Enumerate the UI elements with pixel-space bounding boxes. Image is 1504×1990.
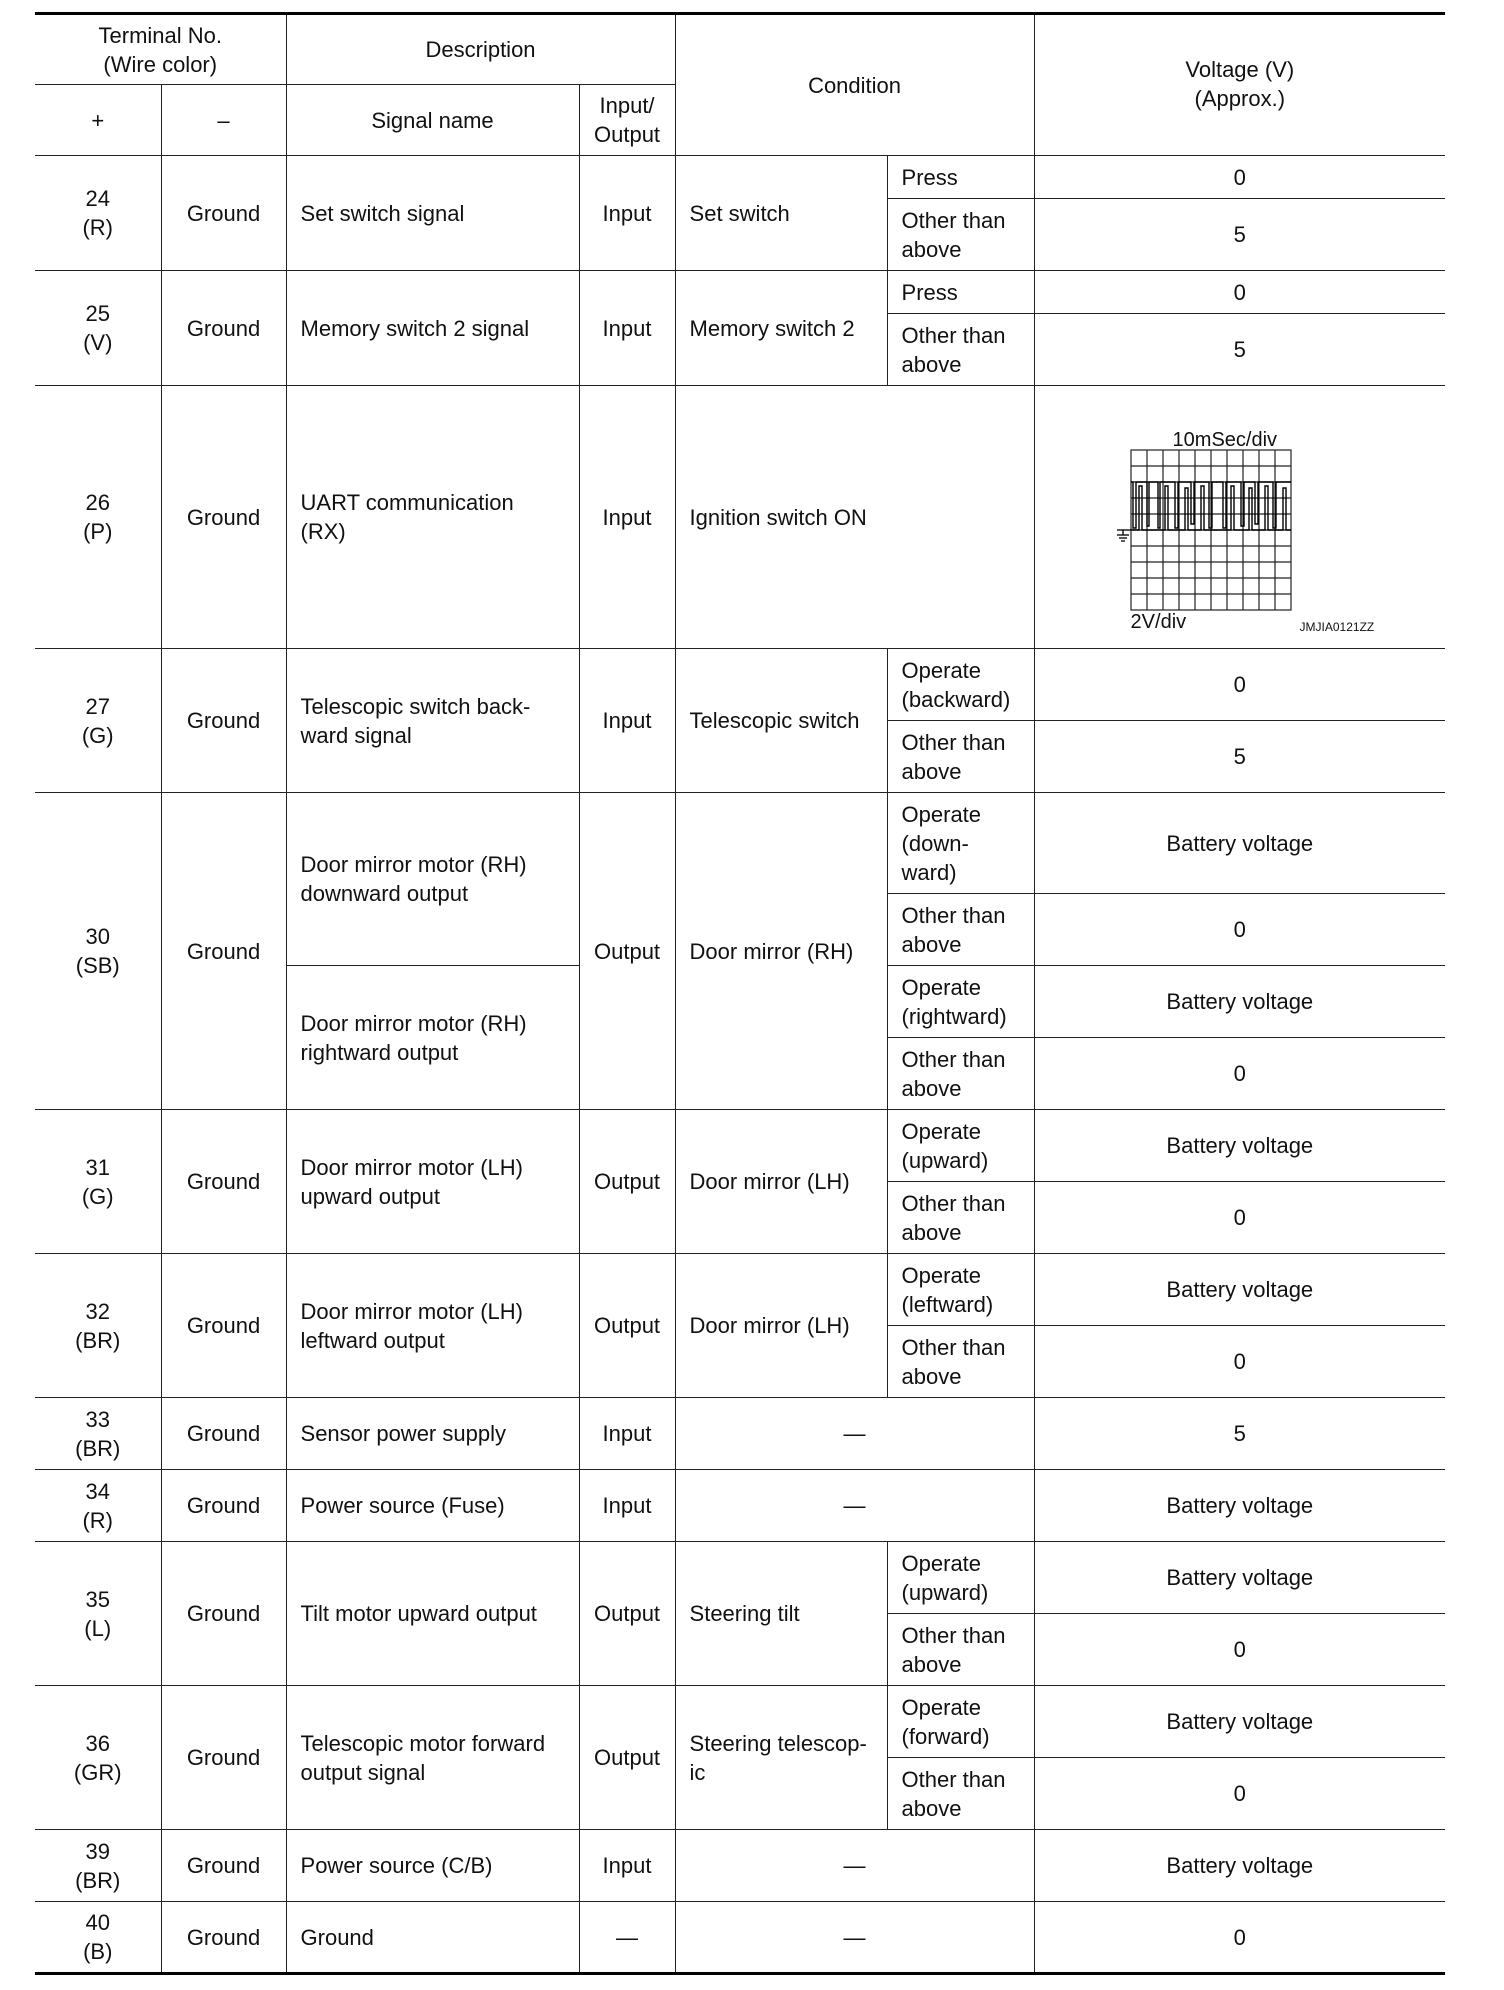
subcondition-cell: Other than above [887, 1758, 1034, 1830]
io-cell: Input [579, 271, 675, 386]
table-row [35, 1686, 1445, 1758]
condition-cell: — [675, 1830, 1034, 1902]
terminal-cell: 25 (V) [35, 271, 161, 386]
condition-cell: — [675, 1398, 1034, 1470]
subcondition-cell: Operate (down- ward) [887, 793, 1034, 894]
subcondition-cell: Press [887, 156, 1034, 199]
terminal-cell: 32 (BR) [35, 1254, 161, 1398]
condition-cell: Door mirror (LH) [675, 1110, 887, 1254]
ground-cell: Ground [161, 649, 286, 793]
terminal-cell: 30 (SB) [35, 793, 161, 1110]
subcondition-cell: Operate (backward) [887, 649, 1034, 721]
io-cell: Input [579, 1470, 675, 1542]
voltage-cell: Battery voltage [1034, 1470, 1445, 1542]
table-row [35, 1830, 1445, 1902]
signal-cell: Door mirror motor (LH) upward output [286, 1110, 579, 1254]
terminal-cell: 36 (GR) [35, 1686, 161, 1830]
signal-cell: Door mirror motor (LH) leftward output [286, 1254, 579, 1398]
voltage-cell: Battery voltage [1034, 1110, 1445, 1182]
terminal-table [35, 12, 1445, 1975]
voltage-cell: 0 [1034, 1902, 1445, 1974]
signal-cell: Power source (Fuse) [286, 1470, 579, 1542]
subcondition-cell: Other than above [887, 1614, 1034, 1686]
signal-cell: Power source (C/B) [286, 1830, 579, 1902]
ground-cell: Ground [161, 386, 286, 649]
terminal-cell: 40 (B) [35, 1902, 161, 1974]
voltage-cell: Battery voltage [1034, 1542, 1445, 1614]
voltage-cell: 5 [1034, 1398, 1445, 1470]
terminal-cell: 27 (G) [35, 649, 161, 793]
oscilloscope-voltage-division: 2V/div [1130, 611, 1187, 633]
condition-cell: — [675, 1902, 1034, 1974]
io-cell: Output [579, 1110, 675, 1254]
condition-cell: Ignition switch ON [675, 386, 1034, 649]
signal-cell: Telescopic switch back- ward signal [286, 649, 579, 793]
condition-cell: — [675, 1470, 1034, 1542]
table-row [35, 1470, 1445, 1542]
table-row [35, 1902, 1445, 1974]
subcondition-cell: Operate (upward) [887, 1542, 1034, 1614]
table-row [35, 793, 1445, 894]
ground-symbol [1117, 530, 1131, 541]
voltage-cell: Battery voltage [1034, 1254, 1445, 1326]
terminal-cell: 26 (P) [35, 386, 161, 649]
subcondition-cell: Other than above [887, 894, 1034, 966]
voltage-cell: 0 [1034, 156, 1445, 199]
io-cell: Input [579, 649, 675, 793]
signal-cell: Tilt motor upward output [286, 1542, 579, 1686]
signal-cell: Memory switch 2 signal [286, 271, 579, 386]
table-row [35, 1542, 1445, 1614]
voltage-cell: 0 [1034, 1614, 1445, 1686]
subcondition-cell: Operate (leftward) [887, 1254, 1034, 1326]
ground-cell: Ground [161, 1254, 286, 1398]
io-cell: Output [579, 793, 675, 1110]
subcondition-cell: Press [887, 271, 1034, 314]
io-cell: — [579, 1902, 675, 1974]
signal-cell: Door mirror motor (RH) downward output [286, 793, 579, 966]
terminal-cell: 24 (R) [35, 156, 161, 271]
ground-cell: Ground [161, 1398, 286, 1470]
subcondition-cell: Other than above [887, 1326, 1034, 1398]
condition-cell: Memory switch 2 [675, 271, 887, 386]
voltage-cell: 0 [1034, 271, 1445, 314]
header-description: Description [286, 14, 675, 85]
header-voltage: Voltage (V) (Approx.) [1034, 14, 1445, 156]
condition-cell: Set switch [675, 156, 887, 271]
signal-cell: Door mirror motor (RH) rightward output [286, 966, 579, 1110]
header-signal-name: Signal name [286, 85, 579, 156]
voltage-cell: 5 [1034, 314, 1445, 386]
io-cell: Input [579, 156, 675, 271]
oscilloscope-time-division: 10mSec/div [1172, 429, 1278, 451]
table-row [35, 1398, 1445, 1470]
subcondition-cell: Other than above [887, 314, 1034, 386]
voltage-cell: 0 [1034, 1758, 1445, 1830]
voltage-cell: Battery voltage [1034, 1830, 1445, 1902]
header-row [35, 14, 1445, 85]
voltage-cell: 0 [1034, 1326, 1445, 1398]
ground-cell: Ground [161, 1110, 286, 1254]
ground-cell: Ground [161, 271, 286, 386]
terminal-cell: 39 (BR) [35, 1830, 161, 1902]
signal-cell: Set switch signal [286, 156, 579, 271]
header-condition: Condition [675, 14, 1034, 156]
terminal-cell: 34 (R) [35, 1470, 161, 1542]
table-row [35, 386, 1445, 649]
header-minus: – [161, 85, 286, 156]
signal-cell: UART communication (RX) [286, 386, 579, 649]
io-cell: Input [579, 1830, 675, 1902]
voltage-cell: Battery voltage [1034, 793, 1445, 894]
subcondition-cell: Operate (upward) [887, 1110, 1034, 1182]
header-terminal-no: Terminal No. (Wire color) [35, 14, 286, 85]
condition-cell: Steering telescop- ic [675, 1686, 887, 1830]
voltage-cell: Battery voltage [1034, 1686, 1445, 1758]
oscilloscope-cell [1034, 386, 1445, 649]
voltage-cell: 0 [1034, 1182, 1445, 1254]
ground-cell: Ground [161, 1470, 286, 1542]
subcondition-cell: Other than above [887, 721, 1034, 793]
subcondition-cell: Operate (rightward) [887, 966, 1034, 1038]
io-cell: Output [579, 1542, 675, 1686]
subcondition-cell: Operate (forward) [887, 1686, 1034, 1758]
subcondition-cell: Other than above [887, 199, 1034, 271]
subcondition-cell: Other than above [887, 1038, 1034, 1110]
signal-cell: Telescopic motor forward output signal [286, 1686, 579, 1830]
table-row [35, 271, 1445, 314]
signal-cell: Sensor power supply [286, 1398, 579, 1470]
io-cell: Input [579, 1398, 675, 1470]
subcondition-cell: Other than above [887, 1182, 1034, 1254]
condition-cell: Telescopic switch [675, 649, 887, 793]
ground-cell: Ground [161, 156, 286, 271]
terminal-cell: 31 (G) [35, 1110, 161, 1254]
voltage-cell: 0 [1034, 894, 1445, 966]
io-cell: Output [579, 1254, 675, 1398]
table-row [35, 1254, 1445, 1326]
oscilloscope-waveform [1035, 386, 1446, 648]
voltage-cell: Battery voltage [1034, 966, 1445, 1038]
table-row [35, 156, 1445, 199]
terminal-cell: 35 (L) [35, 1542, 161, 1686]
ground-cell: Ground [161, 793, 286, 1110]
voltage-cell: 5 [1034, 199, 1445, 271]
ground-cell: Ground [161, 1902, 286, 1974]
io-cell: Output [579, 1686, 675, 1830]
table-row [35, 649, 1445, 721]
voltage-cell: 5 [1034, 721, 1445, 793]
ground-cell: Ground [161, 1542, 286, 1686]
header-input-output: Input/ Output [579, 85, 675, 156]
signal-cell: Ground [286, 1902, 579, 1974]
condition-cell: Steering tilt [675, 1542, 887, 1686]
header-plus: + [35, 85, 161, 156]
ground-cell: Ground [161, 1686, 286, 1830]
condition-cell: Door mirror (RH) [675, 793, 887, 1110]
terminal-cell: 33 (BR) [35, 1398, 161, 1470]
ground-cell: Ground [161, 1830, 286, 1902]
io-cell: Input [579, 386, 675, 649]
voltage-cell: 0 [1034, 1038, 1445, 1110]
voltage-cell: 0 [1034, 649, 1445, 721]
table-row [35, 1110, 1445, 1182]
condition-cell: Door mirror (LH) [675, 1254, 887, 1398]
figure-code: JMJIA0121ZZ [1299, 620, 1375, 634]
